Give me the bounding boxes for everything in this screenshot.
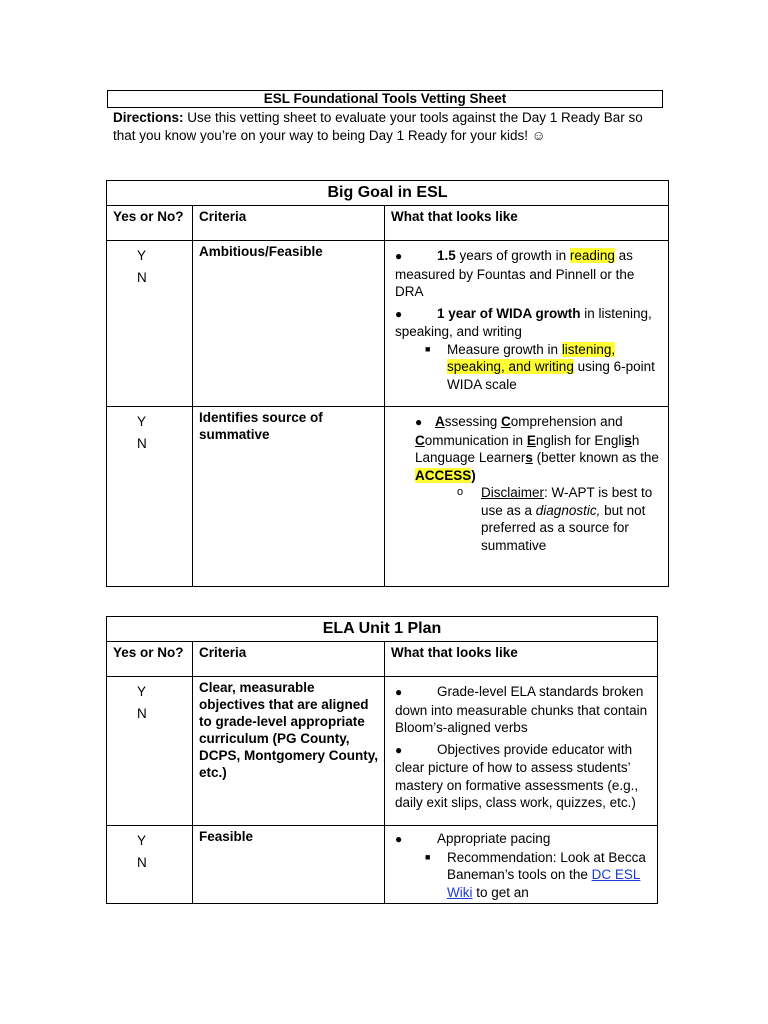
col-looks-like: What that looks like <box>385 642 658 677</box>
list-item: ● 1.5 years of growth in reading as measured by Fountas and Pinnell or the DRA <box>395 248 635 299</box>
big-goal-title: Big Goal in ESL <box>107 181 669 206</box>
criteria-feasible: Feasible <box>193 826 385 904</box>
list-item: o Disclaimer: W-APT is best to use as a diagnostic, but not preferred as a source for summative <box>457 485 653 553</box>
list-item: ● Grade-level ELA standards broken down into measurable chunks that contain Bloom’s-aligned verbs <box>395 684 648 735</box>
criteria-summative-source: Identifies source of summative <box>193 407 385 587</box>
yes-no-cell <box>107 677 193 826</box>
looks-like-cell <box>385 826 658 904</box>
bullet-icon: ● <box>395 249 403 263</box>
dc-esl-wiki-link[interactable]: DC ESL Wiki <box>447 867 641 900</box>
n-option: N <box>137 706 147 721</box>
ela-unit-title: ELA Unit 1 Plan <box>107 617 658 642</box>
list-item: ■ Measure growth in listening, speaking, and writing using 6-point WIDA scale <box>425 341 655 392</box>
looks-like-cell <box>385 677 658 826</box>
ela-unit-table <box>106 616 658 904</box>
bullet-icon: ● <box>395 306 403 321</box>
y-option: Y <box>137 414 147 429</box>
square-bullet-icon: ■ <box>425 851 431 862</box>
bullet-icon: ● <box>415 415 423 429</box>
bullet-icon: ● <box>395 832 403 846</box>
directions <box>113 109 658 145</box>
looks-like-cell <box>385 407 669 587</box>
sheet-title: ESL Foundational Tools Vetting Sheet <box>107 90 663 108</box>
bullet-icon: ● <box>395 742 403 757</box>
col-criteria: Criteria <box>193 642 385 677</box>
col-yes-no: Yes or No? <box>107 642 193 677</box>
col-criteria: Criteria <box>193 206 385 241</box>
circle-bullet-icon: o <box>457 486 464 498</box>
big-goal-table <box>106 180 669 587</box>
y-option: Y <box>137 248 147 263</box>
col-yes-no: Yes or No? <box>107 206 193 241</box>
col-looks-like: What that looks like <box>385 206 669 241</box>
list-item: ● 1 year of WIDA growth in listening, speaking, and writing <box>395 305 652 339</box>
yes-no-cell <box>107 241 193 407</box>
yes-no-cell <box>107 826 193 904</box>
criteria-ambitious-feasible: Ambitious/Feasible <box>193 241 385 407</box>
y-option: Y <box>137 833 147 848</box>
n-option: N <box>137 270 147 285</box>
y-option: Y <box>137 684 147 699</box>
directions-label: Directions: <box>113 110 184 125</box>
list-item: ● Objectives provide educator with clear picture of how to assess students’ mastery on formative assessments (e.g., daily exit slips, class work, quizzes, etc.) <box>395 741 639 810</box>
directions-text: Use this vetting sheet to evaluate your tools against the Day 1 Ready Bar so that you know you’re on your way to being Day 1 Ready for your kids! ☺ <box>113 110 643 143</box>
n-option: N <box>137 855 147 870</box>
list-item: ■ Recommendation: Look at Becca Baneman’s tools on the DC ESL Wiki to get an <box>425 849 646 900</box>
yes-no-cell <box>107 407 193 587</box>
square-bullet-icon: ■ <box>425 343 431 354</box>
looks-like-cell <box>385 241 669 407</box>
n-option: N <box>137 436 147 451</box>
list-item: ● Assessing Comprehension and Communication in English for English Language Learners (better known as the ACCESS) <box>415 414 659 483</box>
bullet-icon: ● <box>395 685 403 699</box>
criteria-measurable-objectives: Clear, measurable objectives that are aligned to grade-level appropriate curriculum (PG County, DCPS, Montgomery County, etc.) <box>193 677 385 826</box>
list-item: ● Appropriate pacing <box>395 830 651 849</box>
